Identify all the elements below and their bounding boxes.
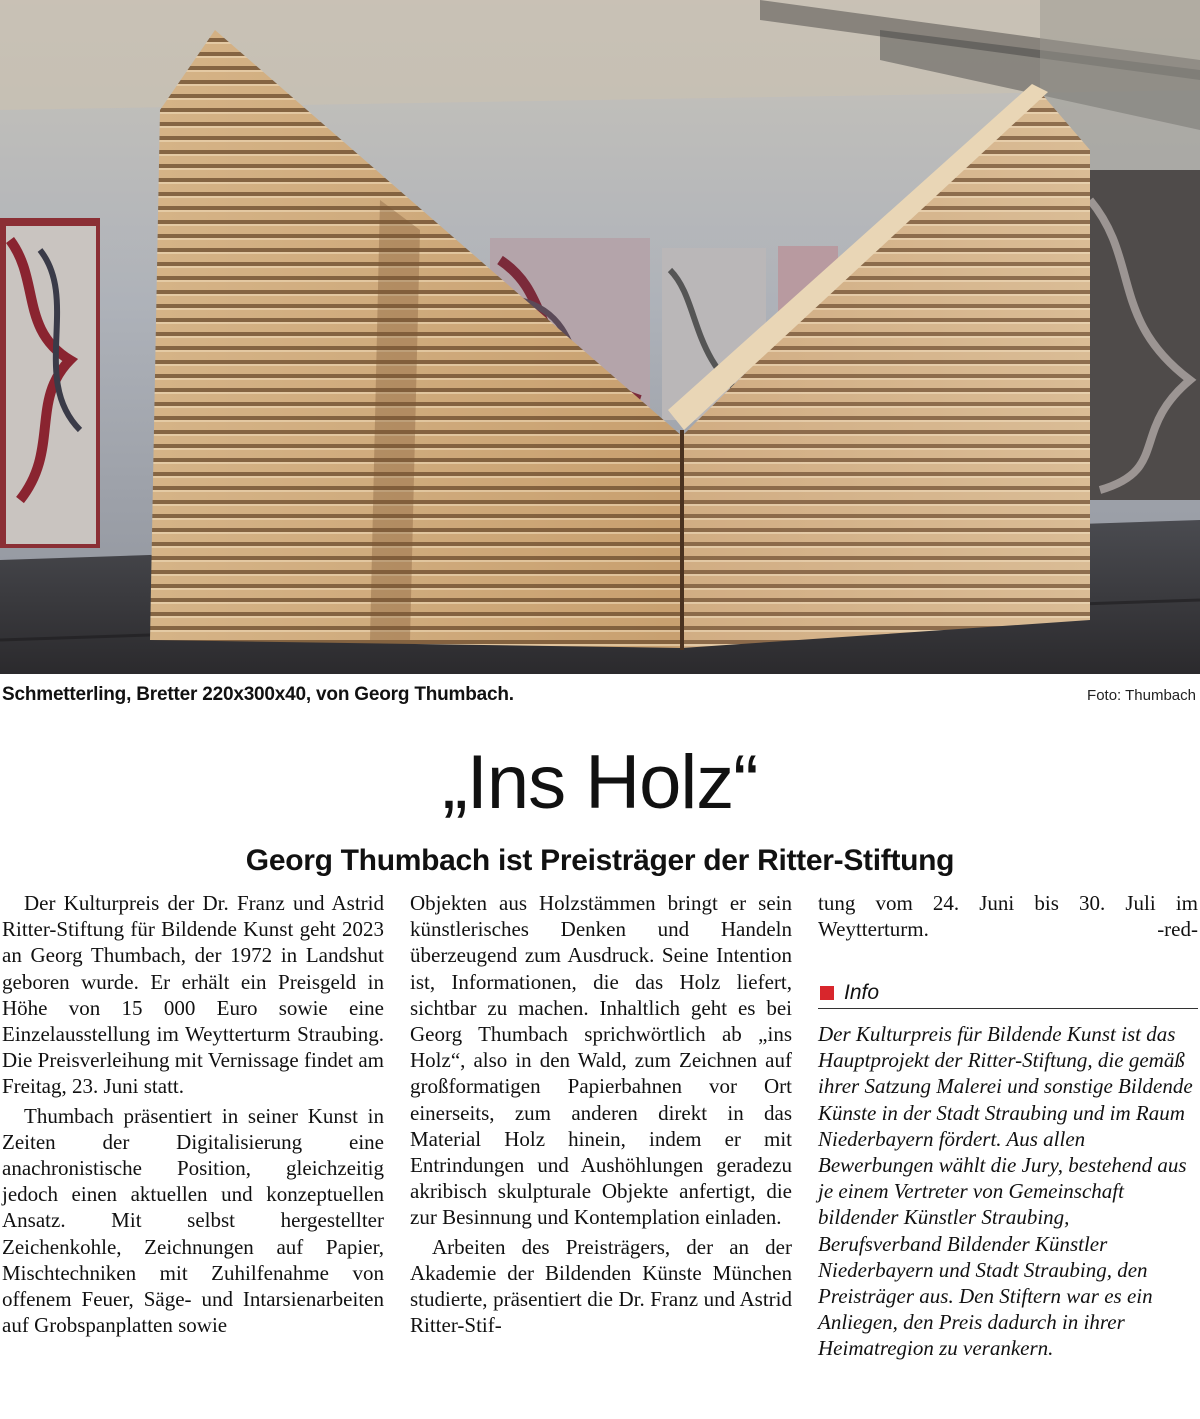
paragraph: Der Kulturpreis der Dr. Franz und Astrid Ritter-Stiftung für Bildende Kunst geht 2023 an Georg Thumbach, der 1972 in Landshut geboren wurde. Er erhält ein Preisgeld in Höhe von 15 000 Euro sowie eine Einzelausstellung im Weytterturm Straubing. Die Preisverleihung mit Vernissage findet am Freitag, 23. Juni statt. xyxy=(2,891,384,1099)
paragraph-text: tung vom 24. Juni bis 30. Juli im Weytterturm. xyxy=(818,891,1198,942)
article-column-2 xyxy=(410,890,792,1338)
info-box-title: Info xyxy=(844,980,880,1004)
article-subheadline: Georg Thumbach ist Preisträger der Ritter-Stiftung xyxy=(245,844,955,877)
photo-caption: Schmetterling, Bretter 220x300x40, von Georg Thumbach. xyxy=(2,684,514,705)
paragraph xyxy=(818,890,1198,942)
article-photo xyxy=(0,0,1200,674)
article-column-1 xyxy=(2,890,384,1338)
author-signature: -red- xyxy=(1157,917,1198,942)
info-box-header xyxy=(818,977,1198,1009)
article-headline: „Ins Holz“ xyxy=(442,740,758,825)
article-column-3 xyxy=(818,890,1198,942)
paragraph: Objekten aus Holzstämmen bringt er sein künstlerisches Denken und Handeln überzeugend zum Ausdruck. Seine Intention ist, Informationen, die das Holz liefert, sichtbar zu machen. Inhaltlich geht es bei Georg Thumbach sprichwörtlich ab „ins Holz“, also in den Wald, zum Zeichnen auf großformatigen Papierbahnen vor Ort einerseits, zum anderen direkt in das Material Holz hinein, indem er mit Entrindungen und Aushöhlungen geradezu akribisch skulpturale Objekte anfertigt, die zur Besinnung und Kontemplation einladen. xyxy=(410,891,792,1230)
photo-credit: Foto: Thumbach xyxy=(1087,687,1196,704)
info-box-text: Der Kulturpreis für Bildende Kunst ist das Hauptprojekt der Ritter-Stiftung, die gemäß ihrer Satzung Malerei und sonstige Bildende Künste in der Stadt Straubing und im Raum Niederbayern fördert. Aus allen Bewerbungen wählt die Jury, bestehend aus je einem Vertreter von Gemeinschaft bildender Künstler Straubing, Berufsverband Bildender Künstler Niederbayern und Stadt Straubing, den Preisträger aus. Den Stiftern war es ein Anliegen, den Preis dadurch in ihrer Heimatregion zu verankern. xyxy=(818,1022,1193,1361)
square-bullet-icon xyxy=(820,986,834,1000)
wooden-sculpture-photo xyxy=(0,0,1200,674)
paragraph: Arbeiten des Preisträgers, der an der Akademie der Bildenden Künste München studierte, präsentiert die Dr. Franz und Astrid Ritter-Stif- xyxy=(410,1234,792,1338)
paragraph: Thumbach präsentiert in seiner Kunst in Zeiten der Digitalisierung eine anachronistische Position, gleichzeitig jedoch einen aktuellen und konzeptuellen Ansatz. Mit selbst hergestellter Zeichenkohle, Zeichnungen auf Papier, Mischtechniken mit Zuhilfenahme von offenem Feuer, Säge- und Intarsienarbeiten auf Grobspanplatten sowie xyxy=(2,1103,384,1338)
